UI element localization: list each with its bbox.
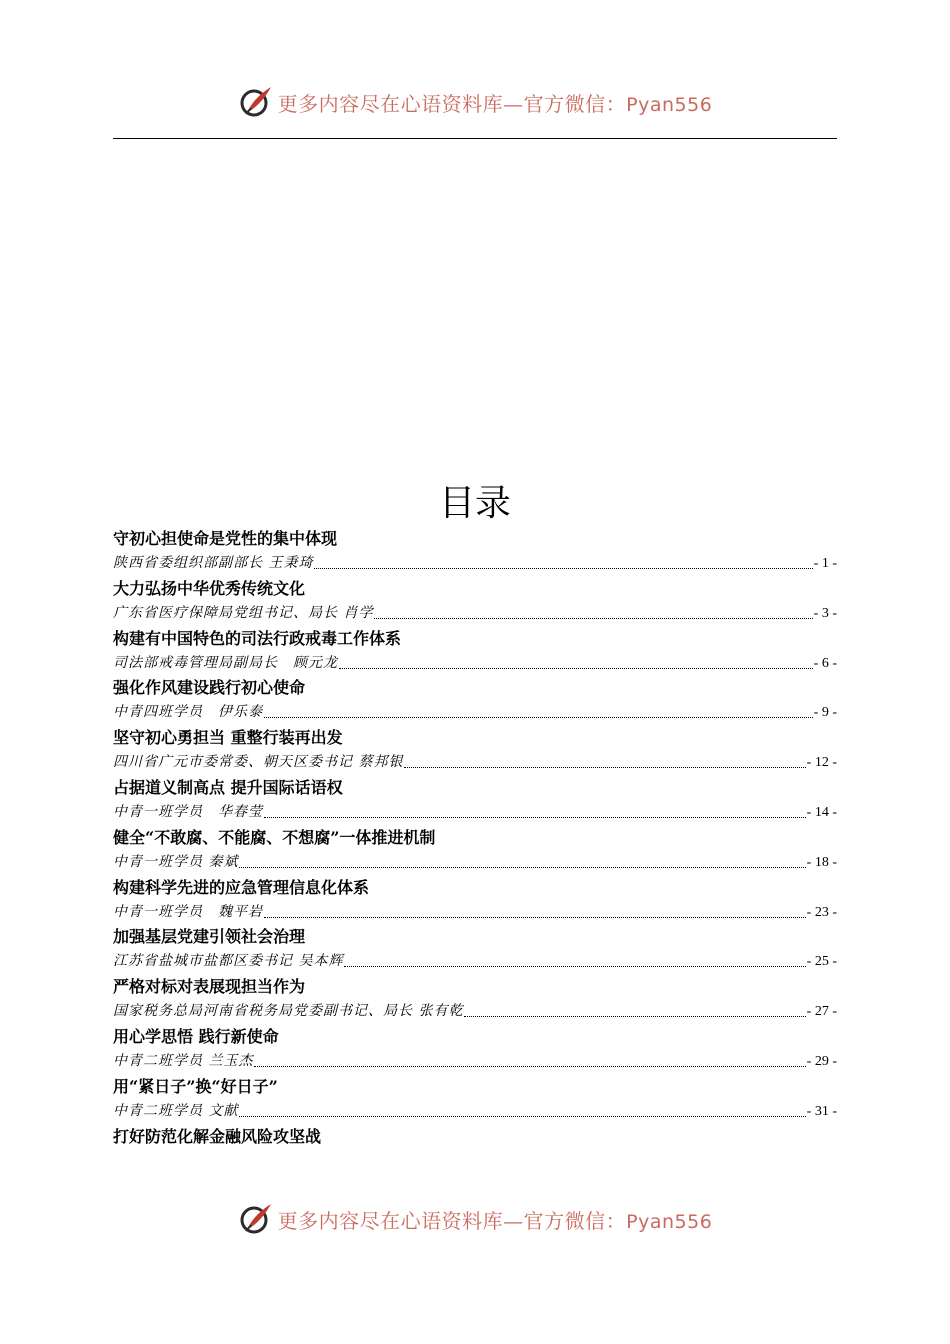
toc-entry[interactable] [113,1123,837,1173]
toc-leader-dots [314,568,812,569]
toc-entry-title[interactable]: 严格对标对表展现担当作为 [113,977,306,997]
toc-entry[interactable] [113,774,837,824]
toc-leader-dots [264,817,806,818]
toc-entry[interactable] [113,923,837,973]
header-divider [113,138,837,139]
toc-entry[interactable] [113,525,837,575]
toc-entry-page-number[interactable]: - 18 - [806,854,837,870]
toc-entry-page-number[interactable]: - 1 - [813,556,837,571]
toc-entry-title[interactable]: 打好防范化解金融风险攻坚战 [113,1126,322,1146]
toc-entry-line [113,1001,837,1022]
header-wechat-id: Pyan556 [626,93,713,116]
toc-leader-dots [344,966,805,967]
toc-entry-author: 司法部戒毒管理局副局长 顾元龙 [113,654,338,671]
toc-leader-dots [404,767,805,768]
toc-entry-title[interactable]: 构建科学先进的应急管理信息化体系 [113,877,370,897]
toc-entry-line [113,653,837,674]
toc-entry-line [113,1101,837,1122]
toc-entry-line [113,852,837,873]
toc-entry-page-number[interactable]: - 3 - [813,605,837,621]
toc-entry-page-number[interactable]: - 25 - [806,954,837,970]
toc-entry[interactable] [113,625,837,675]
quill-logo-icon [238,1201,274,1237]
toc-entry-author: 中青二班学员 兰玉杰 [113,1052,254,1069]
toc-leader-dots [464,1016,805,1017]
toc-entry[interactable] [113,874,837,924]
toc-entry-line [113,702,837,723]
toc-leader-dots [254,1066,805,1067]
toc-entry-title[interactable]: 强化作风建设践行初心使命 [113,678,306,698]
footer-banner-text: 更多内容尽在心语资料库—官方微信：Pyan556 [277,1208,713,1233]
toc-entry-line [113,752,837,773]
toc-entry-line [113,802,837,823]
toc-leader-dots [264,917,806,918]
toc-entry-title[interactable]: 健全“不敢腐、不能腐、不想腐”一体推进机制 [113,827,436,847]
toc-entry-author: 国家税务总局河南省税务局党委副书记、局长 张有乾 [113,1003,464,1020]
toc-entry-page-number[interactable]: - 6 - [813,655,837,671]
toc-entry[interactable] [113,824,837,874]
toc-entry-page-number[interactable]: - 27 - [806,1004,837,1020]
toc-entry-page-number[interactable]: - 12 - [806,755,837,771]
toc-entry-title[interactable]: 用“紧日子”换“好日子” [113,1076,278,1096]
toc-entry-author: 中青一班学员 秦斌 [113,853,239,870]
toc-entry-title[interactable]: 坚守初心勇担当 重整行装再出发 [113,728,343,748]
toc-entry-author: 中青四班学员 伊乐泰 [113,704,263,721]
toc-entry[interactable] [113,674,837,724]
toc-title: 目录 [438,483,511,524]
header-banner [0,82,950,122]
toc-entry-page-number[interactable]: - 14 - [806,804,837,820]
toc-entry[interactable] [113,1073,837,1123]
toc-entry[interactable] [113,973,837,1023]
toc-entry-author: 中青二班学员 文献 [113,1102,239,1119]
header-banner-text: 更多内容尽在心语资料库—官方微信：Pyan556 [277,91,713,116]
toc-entry-line [113,603,837,624]
toc-entry[interactable] [113,1023,837,1073]
toc-entry[interactable] [113,575,837,625]
toc-entry[interactable] [113,724,837,774]
toc-entry-title[interactable]: 占据道义制高点 提升国际话语权 [113,777,343,797]
toc-entry-line [113,553,837,574]
toc-entry-page-number[interactable]: - 31 - [806,1103,837,1119]
toc-entry-line [113,1051,837,1072]
toc-entry-line [113,951,837,972]
toc-leader-dots [339,668,813,669]
toc-entry-title[interactable]: 用心学思悟 践行新使命 [113,1026,279,1046]
toc-entry-title[interactable]: 守初心担使命是党性的集中体现 [113,529,338,548]
toc-entry-author: 四川省广元市委常委、朝天区委书记 蔡邦银 [113,754,404,771]
toc-entry-page-number[interactable]: - 23 - [806,904,837,920]
toc-entry-line [113,902,837,923]
toc-leader-dots [374,618,812,619]
toc-entry-title[interactable]: 加强基层党建引领社会治理 [113,927,306,947]
toc-entry-page-number[interactable]: - 9 - [813,705,837,721]
table-of-contents [113,525,837,1172]
toc-entry-author: 陕西省委组织部副部长 王秉琦 [113,555,314,571]
toc-entry-title[interactable]: 构建有中国特色的司法行政戒毒工作体系 [113,628,402,648]
toc-entry-page-number[interactable]: - 29 - [806,1053,837,1069]
toc-entry-author: 中青一班学员 魏平岩 [113,903,263,920]
footer-banner [0,1199,950,1239]
toc-entry-title[interactable]: 大力弘扬中华优秀传统文化 [113,578,306,598]
quill-logo-icon [238,84,274,120]
toc-entry-author: 江苏省盐城市盐都区委书记 吴本辉 [113,953,344,970]
toc-leader-dots [264,717,813,718]
footer-wechat-id: Pyan556 [626,1210,713,1233]
toc-leader-dots [239,1116,805,1117]
toc-entry-author: 广东省医疗保障局党组书记、局长 肖学 [113,604,374,621]
toc-leader-dots [239,867,805,868]
toc-entry-author: 中青一班学员 华春莹 [113,803,263,820]
